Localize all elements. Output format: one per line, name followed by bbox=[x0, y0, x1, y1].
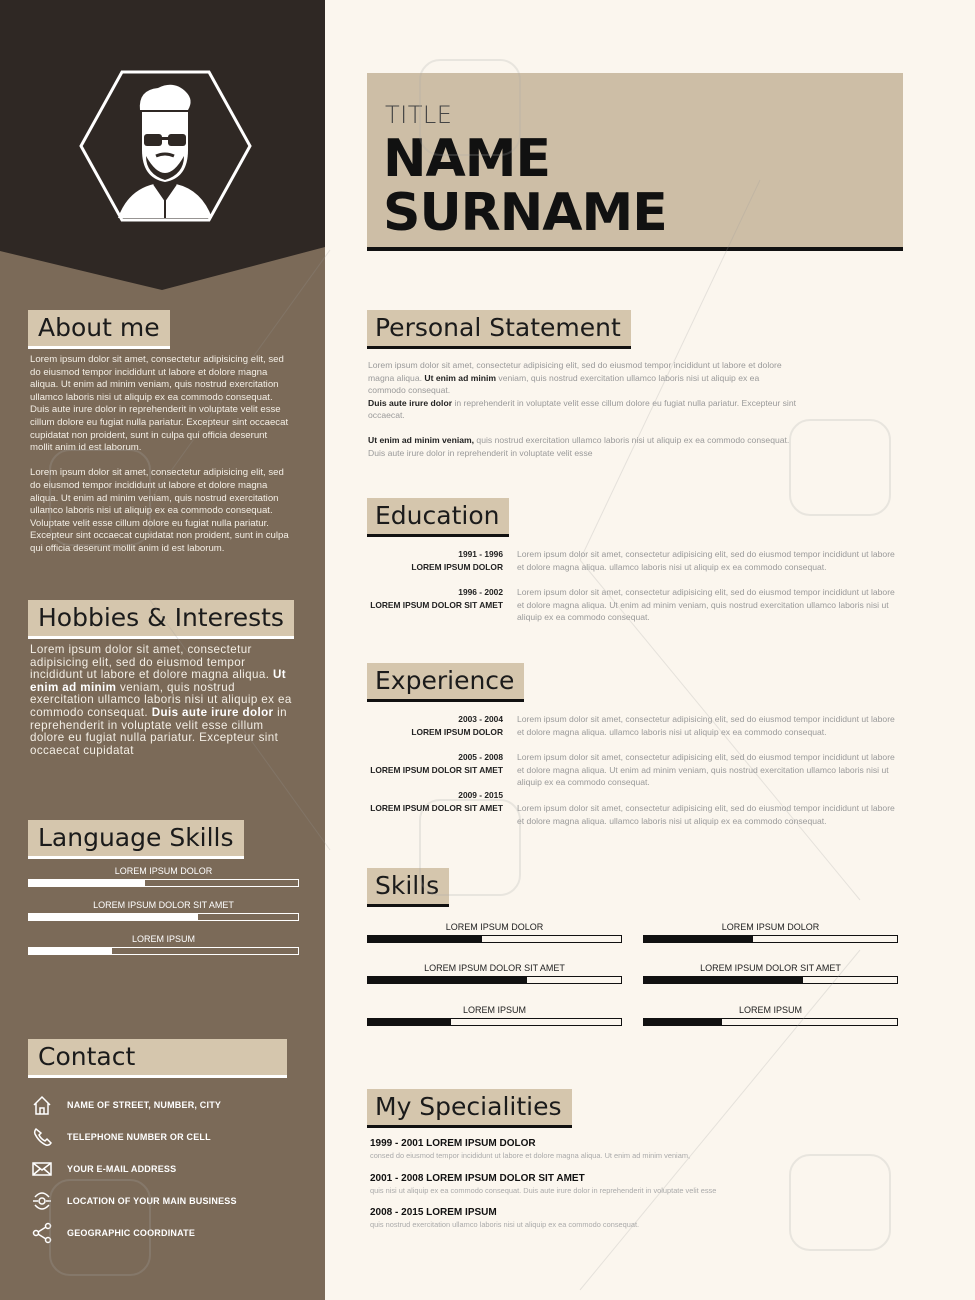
skill-bar-fill bbox=[644, 977, 803, 983]
entry-years: 2009 - 2015 bbox=[458, 790, 503, 800]
language-bar bbox=[28, 879, 299, 887]
hobbies-heading: Hobbies & Interests bbox=[28, 600, 294, 639]
left-sidebar bbox=[0, 0, 325, 1300]
language-bar-fill bbox=[29, 948, 112, 954]
language-label: LOREM IPSUM DOLOR SIT AMET bbox=[93, 900, 234, 910]
speciality-title: 2008 - 2015 LOREM IPSUM bbox=[370, 1207, 497, 1218]
language-skill bbox=[28, 899, 299, 921]
specialities-heading: My Specialities bbox=[367, 1089, 572, 1128]
about-heading: About me bbox=[28, 310, 170, 349]
speciality-item bbox=[370, 1206, 900, 1230]
share-icon bbox=[30, 1222, 54, 1244]
skill-bar-fill bbox=[368, 936, 482, 942]
skill-bar bbox=[643, 976, 898, 984]
entry-date bbox=[367, 789, 503, 814]
entry-title: LOREM IPSUM DOLOR bbox=[411, 726, 503, 737]
entry-date bbox=[367, 548, 503, 573]
hobbies-text-part: in reprehenderit in voluptate velit esse cillum dolore eu fugiat nulla pariatur. Excepteur sint occaecat cupidatat bbox=[30, 705, 287, 757]
speciality-description: quis nostrud exercitation ullamco laboris nisi ut aliquip ex ea commodo consequat. bbox=[370, 1220, 640, 1229]
house-icon bbox=[30, 1094, 54, 1116]
speciality-item bbox=[370, 1137, 900, 1161]
hipster-avatar-icon bbox=[78, 70, 253, 222]
entry-title: LOREM IPSUM DOLOR SIT AMET bbox=[370, 802, 503, 813]
entry-years: 1996 - 2002 bbox=[458, 587, 503, 597]
skill-item bbox=[643, 1004, 898, 1026]
skill-label: LOREM IPSUM bbox=[738, 1005, 802, 1015]
skill-bar bbox=[643, 1018, 898, 1026]
skill-label: LOREM IPSUM DOLOR bbox=[721, 922, 820, 932]
skill-bar bbox=[643, 935, 898, 943]
skill-item bbox=[367, 1004, 622, 1026]
statement-heading: Personal Statement bbox=[367, 310, 631, 349]
speciality-title: 2001 - 2008 LOREM IPSUM DOLOR SIT AMET bbox=[370, 1173, 585, 1184]
contact-location bbox=[30, 1190, 310, 1212]
speciality-title: 1999 - 2001 LOREM IPSUM DOLOR bbox=[370, 1138, 536, 1149]
contact-text: GEOGRAPHIC COORDINATE bbox=[67, 1228, 196, 1238]
hobbies-text-bold: Ut enim ad minim bbox=[30, 668, 286, 694]
skill-bar bbox=[367, 976, 622, 984]
skill-bar bbox=[367, 935, 622, 943]
title-box bbox=[367, 73, 903, 251]
avatar bbox=[78, 70, 253, 222]
statement-text: quis nostrud exercitation ullamco laboris nisi ut aliquip ex ea commodo consequat. Duis aute irure dolor in reprehenderit in voluptate velit esse bbox=[368, 435, 790, 458]
language-skill bbox=[28, 865, 299, 887]
statement-paragraph bbox=[368, 434, 798, 459]
entry-title: LOREM IPSUM DOLOR SIT AMET bbox=[370, 599, 503, 610]
language-bar-fill bbox=[29, 880, 145, 886]
skill-label: LOREM IPSUM bbox=[462, 1005, 526, 1015]
speciality-description: consed do eiusmod tempor incididunt ut labore et dolore magna aliqua. Ut enim ad minim veniam, bbox=[370, 1151, 691, 1160]
entry-date bbox=[367, 586, 503, 611]
envelope-icon bbox=[30, 1158, 54, 1180]
language-bar-fill bbox=[29, 914, 198, 920]
hobbies-text-part: veniam, quis nostrud exercitation ullamco laboris nisi ut aliquip ex ea commodo consequat. bbox=[30, 680, 292, 719]
contact-email bbox=[30, 1158, 310, 1180]
entry-years: 2005 - 2008 bbox=[458, 752, 503, 762]
contact-address bbox=[30, 1094, 310, 1116]
contact-text: TELEPHONE NUMBER OR CELL bbox=[67, 1132, 211, 1142]
skill-bar-fill bbox=[644, 1019, 722, 1025]
education-heading: Education bbox=[367, 498, 509, 537]
statement-paragraph bbox=[368, 359, 798, 422]
entry-title: LOREM IPSUM DOLOR bbox=[411, 561, 503, 572]
entry-date bbox=[367, 713, 503, 738]
skill-label: LOREM IPSUM DOLOR SIT AMET bbox=[700, 963, 841, 973]
skill-bar bbox=[367, 1018, 622, 1026]
phone-icon bbox=[30, 1126, 54, 1148]
job-title: TITLE bbox=[385, 101, 453, 129]
contact-text: LOCATION OF YOUR MAIN BUSINESS bbox=[67, 1196, 237, 1206]
speciality-item bbox=[370, 1172, 900, 1196]
skill-item bbox=[643, 962, 898, 984]
statement-bold: Ut enim ad minim bbox=[424, 372, 497, 383]
skill-label: LOREM IPSUM DOLOR bbox=[445, 922, 544, 932]
skill-bar-fill bbox=[644, 936, 753, 942]
hobbies-text-bold: Duis aute irure dolor bbox=[151, 705, 274, 719]
languages-heading: Language Skills bbox=[28, 820, 244, 859]
skill-item bbox=[643, 921, 898, 943]
language-bar bbox=[28, 947, 299, 955]
contact-text: YOUR E-MAIL ADDRESS bbox=[67, 1164, 177, 1174]
entry-description: Lorem ipsum dolor sit amet, consectetur adipisicing elit, sed do eiusmod tempor incididunt ut labore et dolore magna aliqua. ullamco laboris nisi ut aliquip ex ea commodo consequat. bbox=[517, 714, 895, 737]
skill-bar-fill bbox=[368, 977, 527, 983]
experience-heading: Experience bbox=[367, 663, 524, 702]
entry-description: Lorem ipsum dolor sit amet, consectetur adipisicing elit, sed do eiusmod tempor incididunt ut labore et dolore magna aliqua. ullamco laboris nisi ut aliquip ex ea commodo consequat. bbox=[517, 549, 895, 572]
about-paragraph: Lorem ipsum dolor sit amet, consectetur adipisicing elit, sed do eiusmod tempor incididunt ut labore et dolore magna aliqua. Ut enim ad minim veniam, quis nostrud exercitation ullamco laboris nisi ut aliquip ex ea commodo consequat. Voluptate velit esse cillum dolore eu fugiat nulla pariatur. Excepteur sint occaecat cupidatat non proident, sunt in culpa qui officia deserunt mollit anim id est laborum. bbox=[30, 467, 289, 554]
skill-label: LOREM IPSUM DOLOR SIT AMET bbox=[424, 963, 565, 973]
statement-text: veniam, quis nostrud exercitation ullamco laboris nisi ut aliquip ex ea commodo consequat. bbox=[368, 372, 760, 396]
hobbies-text-part: Lorem ipsum dolor sit amet, consectetur adipisicing elit, sed do eiusmod tempor incididunt ut labore et dolore magna aliqua. bbox=[30, 643, 270, 682]
skills-heading: Skills bbox=[367, 868, 449, 907]
location-icon bbox=[30, 1190, 54, 1212]
entry-date bbox=[367, 751, 503, 776]
language-label: LOREM IPSUM bbox=[131, 934, 195, 944]
first-name: NAME bbox=[383, 129, 551, 189]
entry-description: Lorem ipsum dolor sit amet, consectetur adipisicing elit, sed do eiusmod tempor incididunt ut labore et dolore magna aliqua. Ut enim ad minim veniam, quis nostrud exercitation ullamco laboris nisi ut aliquip ex ea commodo consequat. bbox=[517, 587, 895, 623]
hobbies-text bbox=[30, 644, 292, 757]
entry-years: 2003 - 2004 bbox=[458, 714, 503, 724]
skill-item bbox=[367, 921, 622, 943]
contact-heading: Contact bbox=[28, 1039, 287, 1078]
statement-bold: Ut enim ad minim veniam, bbox=[368, 435, 475, 445]
about-paragraph: Lorem ipsum dolor sit amet, consectetur adipisicing elit, sed do eiusmod tempor incididunt ut labore et dolore magna aliqua. Ut enim ad minim veniam, quis nostrud exercitation ullamco laboris nisi ut aliquip ex ea commodo consequat. Duis aute irure dolor in reprehenderit in voluptate velit esse cillum dolore eu fugiat nulla pariatur. Excepteur sint occaecat cupidatat non proident, sunt in culpa qui officia deserunt mollit anim id est laborum. bbox=[30, 354, 289, 454]
statement-text: Lorem ipsum dolor sit amet, consectetur adipisicing elit, sed do eiusmod tempor incididunt ut labore et dolore magna aliqua. bbox=[368, 360, 782, 383]
contact-text: NAME OF STREET, NUMBER, CITY bbox=[67, 1100, 222, 1110]
speciality-description: quis nisi ut aliquip ex ea commodo consequat. Duis aute irure dolor in reprehenderit in voluptate velit esse bbox=[370, 1186, 717, 1195]
entry-title: LOREM IPSUM DOLOR SIT AMET bbox=[370, 764, 503, 775]
contact-coordinates bbox=[30, 1222, 310, 1244]
statement-bold: Duis aute irure dolor bbox=[368, 397, 453, 408]
language-skill bbox=[28, 933, 299, 955]
surname: SURNAME bbox=[383, 183, 667, 243]
skill-item bbox=[367, 962, 622, 984]
entry-description: Lorem ipsum dolor sit amet, consectetur adipisicing elit, sed do eiusmod tempor incididunt ut labore et dolore magna aliqua. Ut enim ad minim veniam, quis nostrud exercitation ullamco laboris nisi ut aliquip ex ea commodo consequat. bbox=[517, 752, 895, 788]
entry-years: 1991 - 1996 bbox=[458, 549, 503, 559]
statement-text: in reprehenderit in voluptate velit esse cillum dolore eu fugiat nulla pariatur. Excepteur sint occaecat. bbox=[368, 397, 796, 421]
entry-description: Lorem ipsum dolor sit amet, consectetur adipisicing elit, sed do eiusmod tempor incididunt ut labore et dolore magna aliqua. ullamco laboris nisi ut aliquip ex ea commodo consequat. bbox=[517, 803, 895, 826]
language-bar bbox=[28, 913, 299, 921]
contact-phone bbox=[30, 1126, 310, 1148]
about-text bbox=[30, 354, 292, 568]
skill-bar-fill bbox=[368, 1019, 451, 1025]
language-label: LOREM IPSUM DOLOR bbox=[114, 866, 213, 876]
